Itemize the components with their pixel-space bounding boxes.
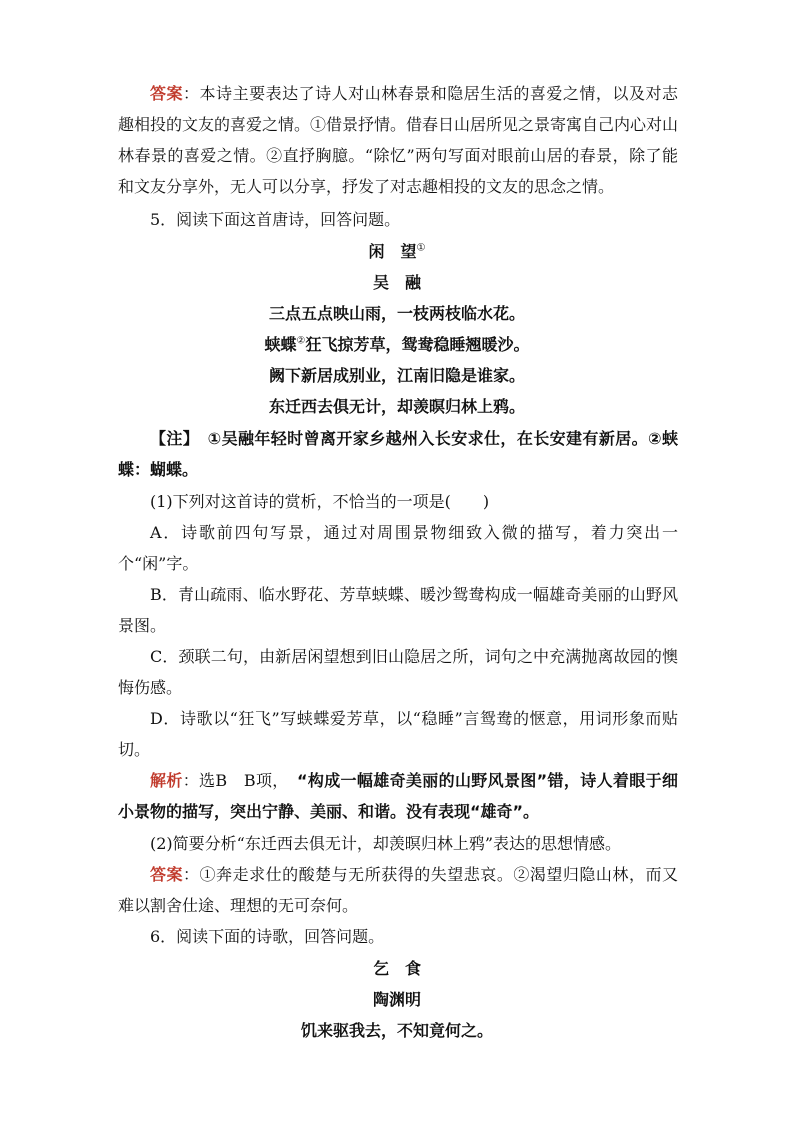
footnote-marker: ① bbox=[416, 242, 426, 254]
footnote-marker: ② bbox=[296, 335, 306, 347]
answer-text: ：①奔走求仕的酸楚与无所获得的失望悲哀。②渴望归隐山林，而又难以割舍仕途、理想的无可奈何。 bbox=[118, 865, 678, 915]
q6-intro: 6．阅读下面的诗歌，回答问题。 bbox=[150, 927, 385, 946]
poem-line-1: 三点五点映山雨，一枝两枝临水花。 bbox=[268, 304, 525, 323]
answer-text: ：本诗主要表达了诗人对山林春景和隐居生活的喜爱之情，以及对志趣相投的文友的喜爱之情。①借景抒情。借春日山居所见之景寄寓自己内心对山林春景的喜爱之情。②直抒胸臆。“除忆”两句写面对眼前山居的春景，除了能和文友分享外，无人可以分享，抒发了对志趣相投的文友的思念之情。 bbox=[118, 84, 679, 196]
answer-label: 答案 bbox=[150, 865, 184, 884]
note-text: ①吴融年轻时曾离开家乡越州入长安求仕，在长安建有新居。②蛱蝶：蝴蝶。 bbox=[118, 429, 678, 479]
subquestion-2: (2)简要分析“东迁西去俱无计，却羡暝归林上鸦”表达的思想情感。 bbox=[150, 834, 622, 853]
option-c: C．颈联二句，由新居闲望想到旧山隐居之所，词句之中充满抛离故园的懊悔伤感。 bbox=[118, 647, 678, 697]
note-label: 【注】 bbox=[150, 429, 192, 448]
q5-intro: 5．阅读下面这首唐诗，回答问题。 bbox=[150, 210, 401, 229]
option-b: B．青山疏雨、临水野花、芳草蛱蝶、暖沙鸳鸯构成一幅雄奇美丽的山野风景图。 bbox=[118, 585, 678, 635]
poem-title bbox=[0, 236, 794, 267]
analysis-paragraph bbox=[118, 765, 678, 827]
poem-author: 陶渊明 bbox=[372, 990, 421, 1009]
poem-line-2-pre: 蛱蝶 bbox=[264, 335, 297, 354]
q4-answer-paragraph bbox=[118, 78, 678, 202]
poem-title-text: 闲 望 bbox=[368, 242, 417, 261]
poem-line-2 bbox=[0, 329, 794, 360]
option-d: D．诗歌以“狂飞”写蛱蝶爱芳草，以“稳睡”言鸳鸯的惬意，用词形象而贴切。 bbox=[118, 709, 678, 759]
analysis-pre: ：选B B项， bbox=[182, 771, 281, 790]
poem-line-2-post: 狂飞掠芳草，鸳鸯稳睡翘暖沙。 bbox=[305, 335, 530, 354]
analysis-text: “构成一幅雄奇美丽的山野风景图”错，诗人着眼于细小景物的描写，突出宁静、美丽、和谐。没有表现“雄奇”。 bbox=[118, 771, 678, 821]
option-a: A．诗歌前四句写景，通过对周围景物细致入微的描写，着力突出一个“闲”字。 bbox=[118, 523, 678, 573]
q5-answer-paragraph bbox=[118, 859, 678, 921]
poem-author: 吴 融 bbox=[372, 273, 421, 292]
analysis-label: 解析 bbox=[150, 771, 183, 790]
poem-note bbox=[118, 423, 678, 485]
poem-line-4: 东迁西去俱无计，却羡暝归林上鸦。 bbox=[268, 397, 525, 416]
poem-title: 乞 食 bbox=[372, 959, 421, 978]
poem-line-1: 饥来驱我去，不知竟何之。 bbox=[300, 1021, 493, 1040]
answer-label: 答案 bbox=[150, 84, 184, 103]
poem-line-3: 阙下新居成别业，江南旧隐是谁家。 bbox=[268, 366, 525, 385]
subquestion-1: (1)下列对这首诗的赏析，不恰当的一项是( ) bbox=[150, 492, 490, 511]
